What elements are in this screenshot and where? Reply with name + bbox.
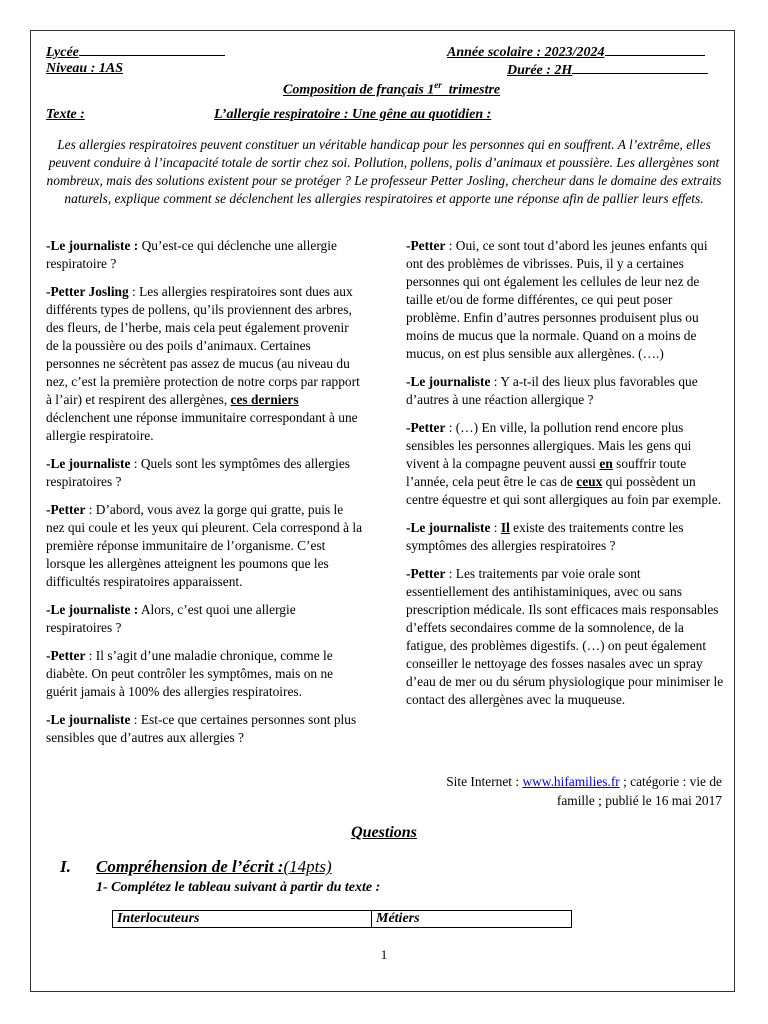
dialogue-paragraph: -Le journaliste : Quels sont les symptômes des allergies respiratoires ? xyxy=(46,456,350,489)
header-niveau: Niveau : 1AS xyxy=(46,61,123,76)
left-column xyxy=(46,237,364,757)
right-column xyxy=(406,237,724,719)
dialogue-paragraph: -Petter : Il s’agit d’une maladie chronique, comme le diabète. On peut contrôler les symptômes, mais on ne guérit jamais à 100% des allergies respiratoires. xyxy=(46,648,334,699)
dialogue-paragraph: -Le journaliste : Est-ce que certaines personnes sont plus sensibles que d’autres aux allergies ? xyxy=(46,712,357,745)
dialogue-paragraph: -Petter : Les traitements par voie orale sont essentiellement des antihistaminiques, avec ou sans prescription médicale. Ils sont efficaces mais responsables d’effets secondaires comme de la somnolence, de la fatigue, des problèmes digestifs. (…) on peut également conseiller le nettoyage des fosses nasales avec un spray d’eau de mer ou du sérum physiologique pour minimiser le contact des allergènes avec la muqueuse. xyxy=(406,566,724,707)
source-citation: Site Internet : www.hifamilies.fr ; catégorie : vie de famille ; publié le 16 mai 2017 xyxy=(446,774,722,808)
dialogue-paragraph: -Le journaliste : Qu’est-ce qui déclenche une allergie respiratoire ? xyxy=(46,238,337,271)
source-link[interactable]: www.hifamilies.fr xyxy=(522,774,620,789)
dialogue-paragraph: -Petter : (…) En ville, la pollution rend encore plus sensibles les personnes allergiques. Mais les gens qui vivent à la compagne peuvent aussi en souffrir toute l’année, cela peut être le cas de ceux qui possèdent un centre équestre et qui sont allergiques au foin par exemple. xyxy=(406,420,722,507)
answer-table xyxy=(112,910,572,928)
dialogue-paragraph: -Petter : D’abord, vous avez la gorge qui gratte, puis le nez qui coule et les yeux qui pleurent. Cela correspond à la première réponse immunitaire de l’organisme. C’est lorsque les allergènes atteignent les poumons que les difficultés respiratoires apparaissent. xyxy=(46,502,363,589)
table-header-metiers: Métiers xyxy=(372,911,572,928)
dialogue-paragraph: -Petter Josling : Les allergies respiratoires sont dues aux différents types de pollens, qu’ils proviennent des arbres, des fleurs, de l’herbe, mais cela peut également provenir de la poussière ou des poils d’animaux. Certaines personnes ne sécrètent pas assez de mucus (au niveau du nez, c’est la première protection de notre corps par rapport à l’air) et respirent des allergènes, ces derniers déclenchent une réponse immunitaire correspondant à une allergie respiratoire. xyxy=(46,284,360,443)
composition-title: Composition de français 1er trimestre xyxy=(283,80,501,98)
page-number: 1 xyxy=(380,947,388,962)
dialogue-paragraph: -Petter : Oui, ce sont tout d’abord les jeunes enfants qui ont des problèmes de vibrisses. Puis, il y a certaines personnes qui ont également les cellules de leur nez de taille et/ou de forme différentes, ce qui peut poser problème. Enfin d’autres personnes produisent plus ou moins de mucus que la normale. Quand on a moins de mucus, on est plus sensible aux allergènes. (….) xyxy=(406,238,708,361)
task-1: 1- Complétez le tableau suivant à partir du texte : xyxy=(96,880,381,895)
dialogue-paragraph: -Le journaliste : Il existe des traitements contre les symptômes des allergies respiratoires ? xyxy=(406,520,684,553)
text-label: Texte : xyxy=(46,107,85,122)
intro-paragraph: Les allergies respiratoires peuvent constituer un véritable handicap pour les personnes qui en souffrent. A l’extrême, elles peuvent conduire à l’incapacité totale de sortir chez soi. Pollution, pollens, polis d’animaux et poussière. Les allergènes sont nombreux, mais des solutions existent pour se protéger ? Le professeur Petter Josling, chercheur dans le domaine des extraits naturels, explique comment se déclenchent les allergies respiratoires et apporte une réponse afin de pallier leurs effets. xyxy=(46,137,722,207)
dialogue-paragraph: -Le journaliste : Alors, c’est quoi une allergie respiratoires ? xyxy=(46,602,296,635)
table-header-row xyxy=(113,911,572,928)
questions-heading: Questions xyxy=(351,824,417,841)
dialogue-paragraph: -Le journaliste : Y a-t-il des lieux plus favorables que d’autres à une réaction allergique ? xyxy=(406,374,698,407)
section-heading: I. Compréhension de l’écrit :(14pts) xyxy=(60,857,332,876)
table-header-interlocuteurs: Interlocuteurs xyxy=(113,911,372,928)
header-lycee: Lycée xyxy=(46,43,225,61)
text-title: L’allergie respiratoire : Une gêne au quotidien : xyxy=(214,107,492,122)
header-duree: Durée : 2H xyxy=(507,61,708,79)
header-annee: Année scolaire : 2023/2024 xyxy=(447,43,705,61)
